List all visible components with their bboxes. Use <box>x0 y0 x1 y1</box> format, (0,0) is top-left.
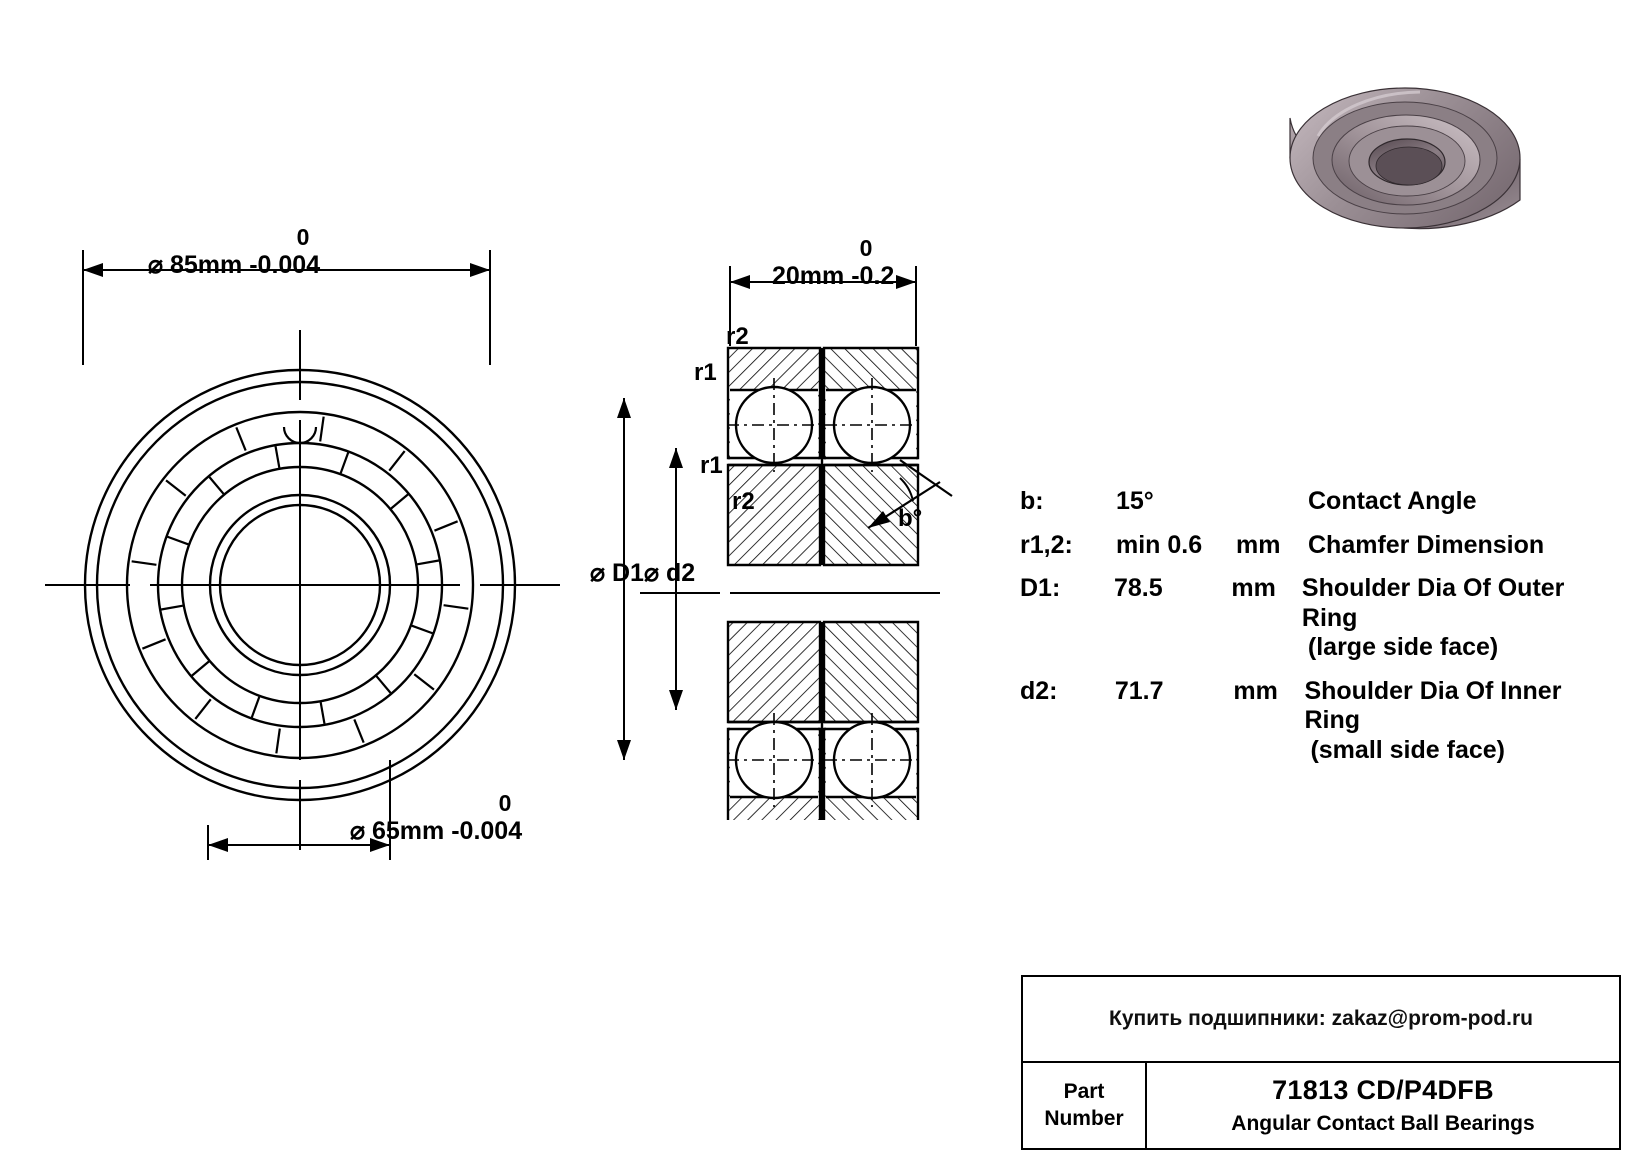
spec-description-sub: (large side face) <box>1307 633 1499 661</box>
spec-value: 15° <box>1116 487 1154 515</box>
spec-description <box>1302 574 1620 663</box>
spec-description-main: Chamfer Dimension <box>1308 530 1545 559</box>
width-dimension: 20mm -0.2 <box>772 262 895 290</box>
contact-note <box>1023 977 1619 1063</box>
spec-description-main: Shoulder Dia Of Inner Ring <box>1304 676 1562 734</box>
part-label-line2: Number <box>1044 1106 1124 1130</box>
spec-value: 78.5 <box>1113 574 1163 602</box>
bore-dia-dimension: ⌀ 65mm -0.004 <box>350 817 523 845</box>
spec-description <box>1308 531 1544 561</box>
spec-unit: mm <box>1236 530 1281 559</box>
contact-angle-label: b° <box>898 505 923 532</box>
spec-description <box>1304 677 1620 766</box>
spec-description-sub: (small side face) <box>1310 735 1505 764</box>
chamfer-label-r1-upper: r1 <box>694 359 717 386</box>
front-view <box>40 240 600 880</box>
part-description: Angular Contact Ball Bearings <box>1231 1112 1535 1135</box>
width-tolerance: 0 <box>859 235 873 261</box>
chamfer-label-r2-lower: r2 <box>732 488 755 515</box>
contact-note-text: Купить подшипники: zakaz@prom-pod.ru <box>1109 1007 1533 1030</box>
specification-table <box>1020 487 1620 779</box>
spec-symbol: b: <box>1020 487 1044 515</box>
shoulder-dia-labels: ⌀ D1⌀ d2 <box>590 559 696 587</box>
spec-description-main: Contact Angle <box>1308 487 1477 515</box>
bearing-3d-render <box>1270 40 1550 320</box>
section-view <box>600 260 1000 820</box>
spec-row-contact-angle <box>1020 487 1620 517</box>
bore-dia-tolerance: 0 <box>498 790 512 816</box>
part-number-label-cell <box>1023 1063 1147 1148</box>
title-block-lower <box>1023 1063 1619 1148</box>
outer-dia-tolerance: 0 <box>296 224 310 250</box>
part-number-value-cell <box>1147 1063 1619 1148</box>
spec-row-inner-shoulder-dia <box>1020 677 1620 766</box>
spec-value: 71.7 <box>1114 676 1164 705</box>
spec-symbol: d2: <box>1020 676 1058 705</box>
spec-description <box>1308 487 1477 517</box>
outer-dia-dimension: ⌀ 85mm -0.004 <box>148 251 321 279</box>
spec-value: min 0.6 <box>1116 530 1203 559</box>
spec-unit: mm <box>1231 574 1276 602</box>
part-number: 71813 CD/P4DFB <box>1272 1075 1494 1105</box>
spec-symbol: D1: <box>1020 574 1061 602</box>
part-label-line1: Part <box>1063 1080 1105 1104</box>
spec-symbol: r1,2: <box>1020 530 1073 559</box>
chamfer-label-r1-lower: r1 <box>700 452 723 479</box>
spec-row-outer-shoulder-dia <box>1020 574 1620 663</box>
chamfer-label-r2-upper: r2 <box>726 323 749 350</box>
spec-description-main: Shoulder Dia Of Outer Ring <box>1301 574 1565 632</box>
title-block <box>1021 975 1621 1150</box>
spec-row-chamfer <box>1020 531 1620 561</box>
spec-unit: mm <box>1233 676 1278 705</box>
